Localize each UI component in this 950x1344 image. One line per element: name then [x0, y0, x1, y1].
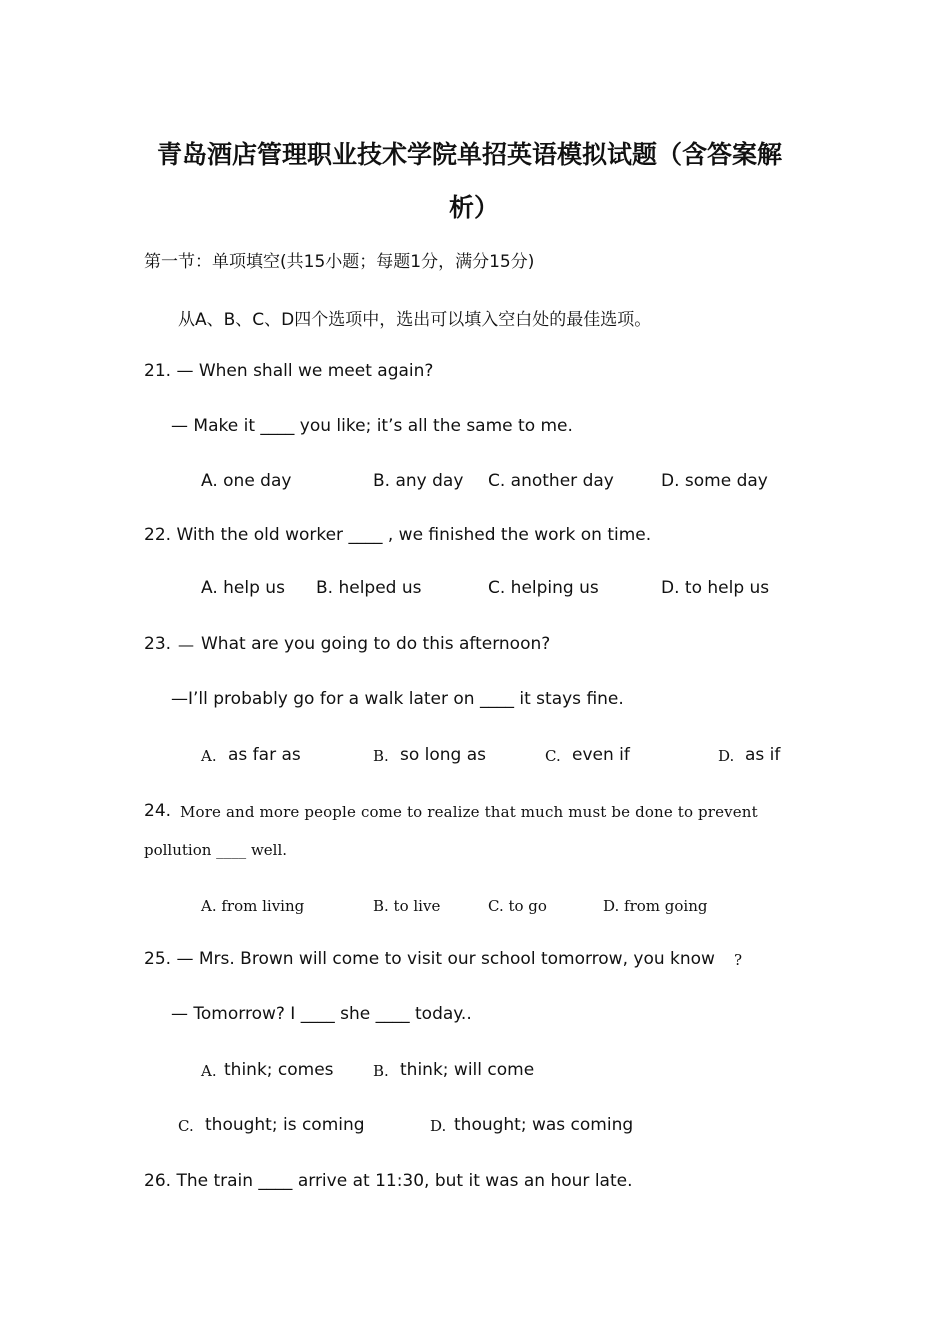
question-25-option-b: think; will come	[400, 1060, 535, 1080]
question-23-option-b-label: B.	[373, 747, 389, 765]
question-25-reply: — Tomorrow? I ____ she ____ today..	[171, 1004, 472, 1024]
question-23-option-c-label: C.	[545, 747, 561, 765]
question-24-option-a: A. from living	[201, 897, 305, 915]
question-21-reply: — Make it ____ you like; it’s all the same to me.	[171, 416, 573, 436]
question-25-option-c: thought; is coming	[205, 1115, 365, 1135]
question-23-dash: —	[178, 635, 194, 654]
question-26-stem: 26. The train ____ arrive at 11:30, but it was an hour late.	[144, 1171, 633, 1191]
question-25-stem: 25. — Mrs. Brown will come to visit our school tomorrow, you know	[144, 949, 715, 969]
instruction-text: 从A、B、C、D四个选项中，选出可以填入空白处的最佳选项。	[178, 310, 652, 330]
question-23-option-c: even if	[572, 745, 630, 765]
question-24-option-d: D. from going	[603, 897, 708, 915]
question-23-number: 23.	[144, 634, 172, 654]
question-23-stem: What are you going to do this afternoon?	[201, 634, 551, 654]
section-heading: 第一节：单项填空(共15小题；每题1分，满分15分)	[144, 252, 535, 272]
question-23-option-a: as far as	[228, 745, 301, 765]
document-title-line2: 析）	[449, 193, 500, 222]
question-23-option-a-label: A.	[201, 747, 217, 765]
question-23-option-d-label: D.	[718, 747, 735, 765]
question-24-stem-line2: pollution ____ well.	[144, 841, 288, 859]
question-25-option-d-label: D.	[430, 1117, 447, 1135]
question-24-number: 24.	[144, 801, 172, 821]
question-22-stem: 22. With the old worker ____ , we finished the work on time.	[144, 525, 652, 545]
question-24-stem-line1: More and more people come to realize that much must be done to prevent	[180, 803, 758, 821]
document-title-line1: 青岛酒店管理职业技术学院单招英语模拟试题（含答案解	[157, 140, 783, 169]
question-25-question-mark: ?	[734, 951, 743, 969]
question-24-option-b: B. to live	[373, 897, 441, 915]
question-22-option-a: A. help us	[201, 578, 285, 598]
question-24-option-c: C. to go	[488, 897, 547, 915]
question-23-option-d: as if	[745, 745, 781, 765]
question-21-option-d: D. some day	[661, 471, 768, 491]
question-25-option-a-label: A.	[201, 1062, 217, 1080]
question-25-option-c-label: C.	[178, 1117, 194, 1135]
question-25-option-a: think; comes	[224, 1060, 334, 1080]
question-22-option-b: B. helped us	[316, 578, 422, 598]
question-21-stem: 21. — When shall we meet again?	[144, 361, 434, 381]
question-22-option-c: C. helping us	[488, 578, 599, 598]
question-25-option-d: thought; was coming	[454, 1115, 634, 1135]
question-21-option-a: A. one day	[201, 471, 292, 491]
question-21-option-b: B. any day	[373, 471, 464, 491]
question-21-option-c: C. another day	[488, 471, 614, 491]
question-22-option-d: D. to help us	[661, 578, 770, 598]
question-25-option-b-label: B.	[373, 1062, 389, 1080]
question-23-reply: —I’ll probably go for a walk later on ____ it stays fine.	[171, 689, 624, 709]
question-23-option-b: so long as	[400, 745, 487, 765]
